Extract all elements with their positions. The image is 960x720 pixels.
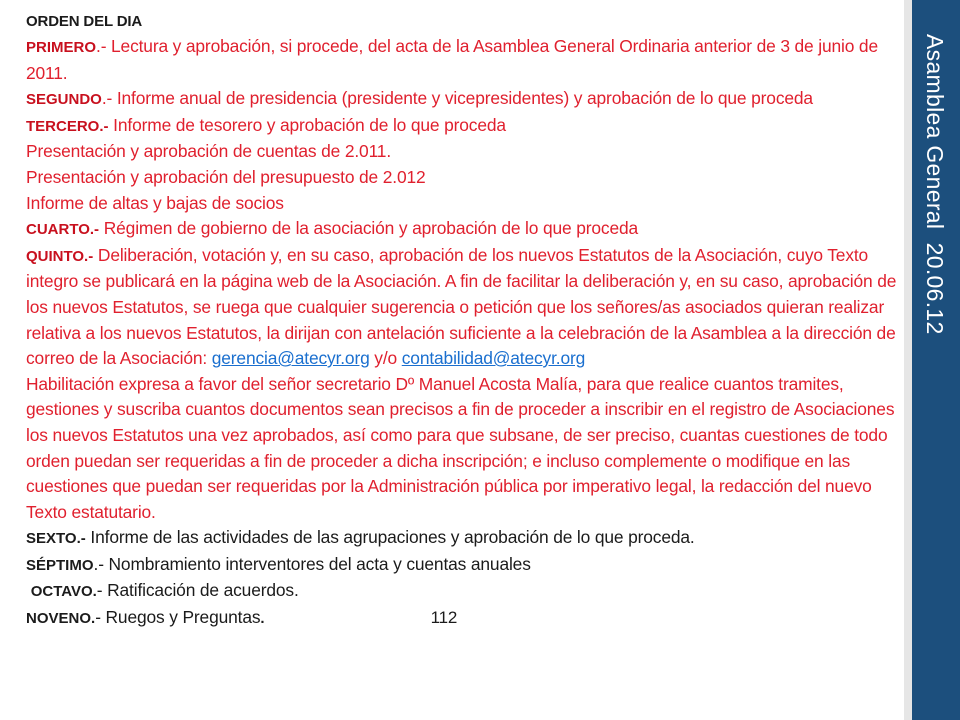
agenda-heading: ORDEN DEL DIA: [26, 13, 143, 30]
sidebar-title: Asamblea General 20.06.12: [922, 34, 948, 335]
tercero-subitem: Presentación y aprobación de cuentas de 2.011.: [26, 141, 392, 162]
item-sexto-label: SEXTO.-: [26, 530, 86, 548]
item-primero-label: PRIMERO: [26, 39, 97, 56]
item-segundo-label: SEGUNDO: [26, 91, 102, 109]
item-octavo-label: OCTAVO.: [30, 583, 97, 601]
item-primero-text: .- Lectura y aprobación, si procede, del acta de la Asamblea General Ordinaria anterior de 3 de junio de 2011.: [26, 36, 878, 83]
item-primero: [26, 34, 906, 86]
item-tercero-label: TERCERO.-: [26, 117, 109, 135]
tercero-subitem: Presentación y aprobación del presupuesto de 2.012: [26, 166, 426, 187]
quinto-habilitacion: Habilitación expresa a favor del señor secretario Dº Manuel Acosta Malía, para que realice cuantos tramites, gestiones y suscriba cuantos documentos sean precisos a fin de proceder a inscribir en el registro de Asociaciones los nuevos Estatutos una vez aprobados, así como para que subsane, de ser preciso, cuantas cuestiones de todo orden puedan ser requeridas a fin de proceder a dicha inscripción; e incluso complemente o modifique en las cuestiones que puedan ser requeridas por la Administración pública por imperativo legal, la redacción del nuevo Texto estatutario.: [26, 373, 895, 522]
item-septimo-text: .- Nombramiento interventores del acta y cuentas anuales: [93, 553, 531, 574]
item-sexto-text: Informe de las actividades de las agrupaciones y aprobación de lo que proceda.: [85, 527, 695, 548]
item-quinto-between: y/o: [369, 348, 402, 369]
sidebar-band: [904, 0, 960, 720]
item-sexto: [26, 525, 906, 552]
tercero-subitem: Informe de altas y bajas de socios: [26, 192, 284, 213]
item-noveno-text: - Ruegos y Preguntas: [95, 607, 261, 628]
agenda-content: [26, 10, 906, 632]
item-septimo-label: SÉPTIMO: [26, 556, 94, 574]
item-cuarto-text: Régimen de gobierno de la asociación y aprobación de lo que proceda: [99, 218, 639, 239]
item-tercero-text: Informe de tesorero y aprobación de lo que proceda: [108, 114, 506, 135]
item-noveno: [26, 605, 906, 632]
item-noveno-label: NOVENO.: [26, 610, 96, 628]
item-cuarto-label: CUARTO.-: [26, 221, 100, 239]
email-link-contabilidad[interactable]: contabilidad@atecyr.org: [401, 348, 586, 369]
item-cuarto: [26, 216, 906, 243]
item-quinto-text: Deliberación, votación y, en su caso, aprobación de los nuevos Estatutos de la Asociación, cuyo Texto integro se publicará en la página web de la Asociación. A fin de facilitar la deliberación y, en su caso, aprobación de los nuevos Estatutos, se ruega que cualquier sugerencia o petición que los señores/as asociados quieran realizar relativa a los nuevos Estatutos, la dirijan con antelación suficiente a la celebración de la Asamblea a la dirección de correo de la Asociación:: [26, 244, 897, 369]
item-segundo-text: .- Informe anual de presidencia (presidente y vicepresidentes) y aprobación de lo que proceda: [101, 88, 813, 109]
item-noveno-dot: .: [260, 610, 265, 628]
item-quinto-label: QUINTO.-: [26, 247, 94, 265]
item-tercero: [26, 113, 906, 140]
page-number: 112: [430, 608, 458, 628]
email-link-gerencia[interactable]: gerencia@atecyr.org: [211, 348, 370, 369]
item-septimo: [26, 552, 906, 579]
item-segundo: [26, 86, 906, 113]
item-quinto: [26, 243, 906, 372]
item-octavo-text: - Ratificación de acuerdos.: [96, 580, 299, 601]
item-octavo: [26, 578, 906, 605]
